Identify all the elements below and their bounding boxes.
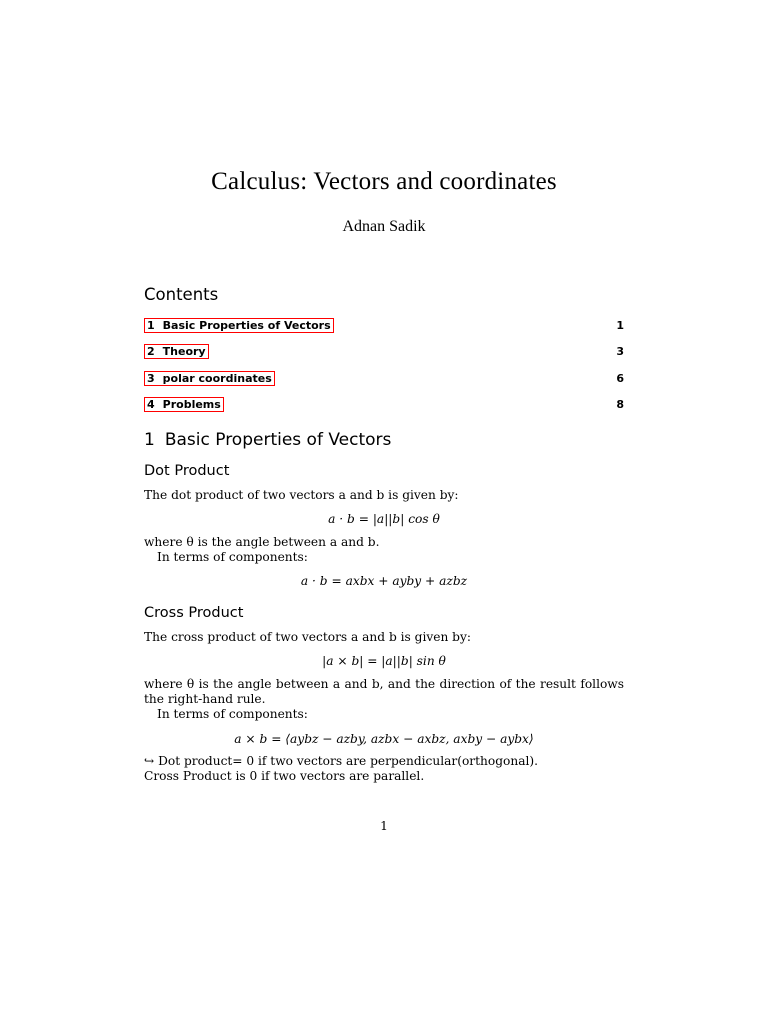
toc-link-basic-properties[interactable] <box>144 318 334 333</box>
toc-entry <box>144 344 624 360</box>
document-title: Calculus: Vectors and coordinates <box>211 168 557 195</box>
toc-entry <box>144 371 624 387</box>
toc-entry-label: polar coordinates <box>162 372 272 385</box>
toc-entry-label: Problems <box>162 398 221 411</box>
dot-product-formula: a · b = |a||b| cos θ <box>328 512 440 526</box>
page-number: 1 <box>380 819 388 833</box>
toc-entry-page: 1 <box>616 319 624 332</box>
dot-product-where: where θ is the angle between a and b. <box>144 535 380 549</box>
dot-product-components-intro: In terms of components: <box>157 550 308 564</box>
toc-entry-number: 3 <box>147 372 155 385</box>
toc-entry-page: 8 <box>616 398 624 411</box>
note-dot-product-zero: ↪ Dot product= 0 if two vectors are perpendicular(orthogonal). <box>144 754 538 768</box>
toc-link-problems[interactable] <box>144 397 224 412</box>
note-cross-product-zero: Cross Product is 0 if two vectors are parallel. <box>144 769 425 783</box>
section-title: Basic Properties of Vectors <box>164 430 392 450</box>
toc-entry <box>144 397 624 413</box>
cross-product-formula: |a × b| = |a||b| sin θ <box>322 654 446 668</box>
toc-entry-label: Basic Properties of Vectors <box>162 319 331 332</box>
toc-entry-label: Theory <box>162 345 206 358</box>
subsection-heading-dot-product: Dot Product <box>144 463 230 479</box>
section-number: 1 <box>144 430 155 450</box>
cross-product-where: where θ is the angle between a and b, and the direction of the result follows the right-hand rule. <box>144 677 624 706</box>
section-heading <box>144 430 391 450</box>
toc-entry-number: 2 <box>147 345 155 358</box>
cross-product-components-formula: a × b = ⟨aybz − azby, azbx − axbz, axby − aybx⟩ <box>234 732 534 746</box>
toc-link-theory[interactable] <box>144 344 209 359</box>
cross-product-components-intro: In terms of components: <box>157 707 308 721</box>
contents-heading: Contents <box>144 285 219 304</box>
toc-entry-page: 3 <box>616 345 624 358</box>
cross-product-intro: The cross product of two vectors a and b is given by: <box>144 630 471 644</box>
toc-entry <box>144 318 624 334</box>
subsection-heading-cross-product: Cross Product <box>144 605 244 621</box>
toc-entry-number: 4 <box>147 398 155 411</box>
dot-product-intro: The dot product of two vectors a and b is given by: <box>144 488 459 502</box>
document-author: Adnan Sadik <box>342 218 426 235</box>
toc-link-polar-coordinates[interactable] <box>144 371 275 386</box>
toc-entry-page: 6 <box>616 372 624 385</box>
toc-entry-number: 1 <box>147 319 155 332</box>
dot-product-components-formula: a · b = axbx + ayby + azbz <box>300 574 468 588</box>
